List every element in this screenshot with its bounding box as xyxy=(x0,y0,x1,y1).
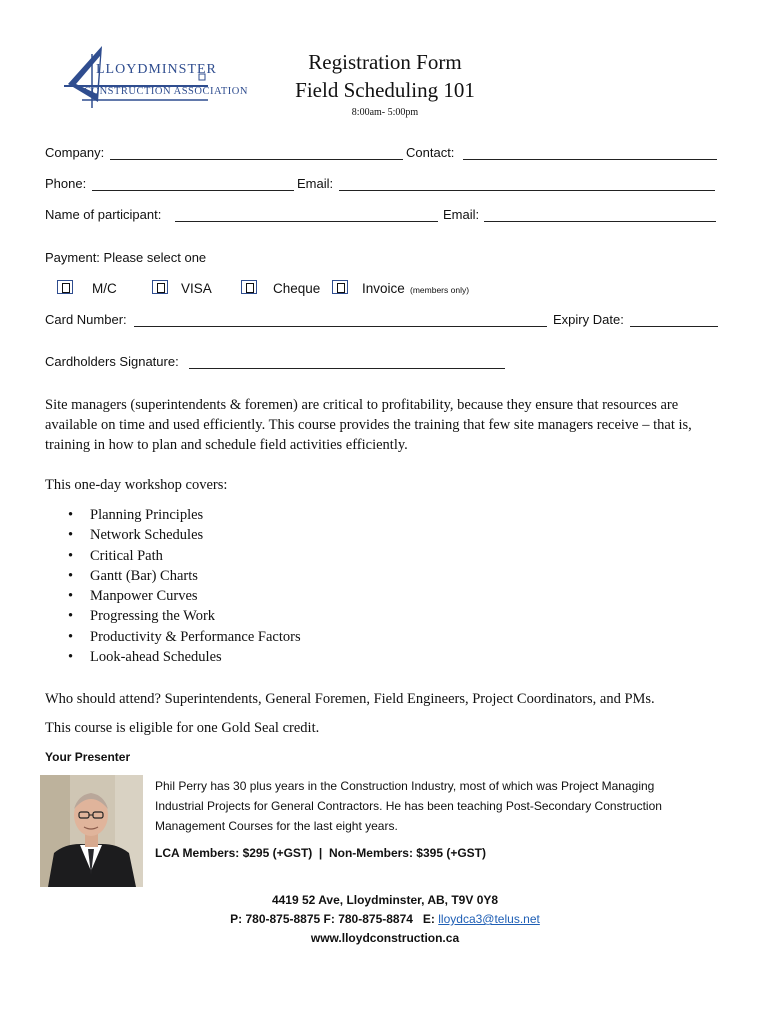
participant-field[interactable] xyxy=(175,221,438,222)
contact-field[interactable] xyxy=(463,159,717,160)
email-label: Email: xyxy=(297,176,334,191)
cheque-checkbox[interactable] xyxy=(241,280,257,294)
topic-item: • Gantt (Bar) Charts xyxy=(68,567,198,584)
lca-logo xyxy=(62,44,248,116)
form-title: Registration Form xyxy=(308,50,462,74)
phone-fax-line xyxy=(0,909,770,929)
course-title: Field Scheduling 101 xyxy=(295,78,475,102)
website-text[interactable]: www.lloydconstruction.ca xyxy=(310,931,460,945)
mc-label: M/C xyxy=(92,281,117,296)
signature-label: Cardholders Signature: xyxy=(45,354,179,369)
card-number-label: Card Number: xyxy=(45,312,127,327)
credit-text: This course is eligible for one Gold Seal credit. xyxy=(45,720,320,736)
company-field[interactable] xyxy=(110,159,403,160)
topic-item: • Look-ahead Schedules xyxy=(68,649,222,666)
email-field[interactable] xyxy=(339,190,715,191)
mc-checkbox[interactable] xyxy=(57,280,73,294)
topic-list xyxy=(45,505,445,667)
invoice-label: Invoice xyxy=(362,281,405,296)
participant-email-field[interactable] xyxy=(484,221,716,222)
topic-item: • Progressing the Work xyxy=(68,608,216,625)
address-text: 4419 52 Ave, Lloydminster, AB, T9V 0Y8 xyxy=(271,893,499,907)
topic-item: • Critical Path xyxy=(68,547,163,564)
expiry-field[interactable] xyxy=(630,326,718,327)
participant-label: Name of participant: xyxy=(45,207,162,222)
visa-checkbox[interactable] xyxy=(152,280,168,294)
presenter-photo xyxy=(40,775,143,887)
logo-mark-icon xyxy=(62,44,212,116)
logo-text-line1: LLOYDMINSTER xyxy=(96,62,217,77)
payment-label: Payment: Please select one xyxy=(45,250,207,265)
phone-label: Phone: xyxy=(45,176,87,191)
invoice-checkbox[interactable] xyxy=(332,280,348,294)
topic-item: • Manpower Curves xyxy=(68,588,198,605)
phone-fax-text: P: 780-875-8875 F: 780-875-8874 E: xyxy=(230,912,439,926)
course-hours: 8:00am- 5:00pm xyxy=(351,107,419,118)
company-label: Company: xyxy=(45,145,105,160)
card-number-field[interactable] xyxy=(134,326,547,327)
covers-heading: This one-day workshop covers: xyxy=(45,477,228,493)
logo-text-line2: CONSTRUCTION ASSOCIATION xyxy=(84,86,248,97)
phone-field[interactable] xyxy=(92,190,294,191)
email-link[interactable]: lloydca3@telus.net xyxy=(438,912,540,926)
invoice-note: (members only) xyxy=(410,285,470,295)
topic-item: • Productivity & Performance Factors xyxy=(68,628,301,645)
cheque-label: Cheque xyxy=(273,281,321,296)
presenter-bio: Phil Perry has 30 plus years in the Construction Industry, most of which was Project Managing Industrial Projects for General Contractors. He has been teaching Post-Secondary Construction Management Courses for the last eight years. xyxy=(155,779,662,833)
presenter-heading: Your Presenter xyxy=(45,750,131,764)
audience-text: Who should attend? Superintendents, General Foremen, Field Engineers, Project Coordinators, and PMs. xyxy=(45,691,655,707)
course-description: Site managers (superintendents & foremen) are critical to profitability, because they ensure that resources are available on time and used efficiently. This course provides the training that few site managers receive – that is, training in how to plan and schedule field activities efficiently. xyxy=(45,397,692,453)
topic-item: • Network Schedules xyxy=(68,527,204,544)
expiry-label: Expiry Date: xyxy=(553,312,624,327)
signature-field[interactable] xyxy=(189,368,505,369)
visa-label: VISA xyxy=(181,281,212,296)
pricing-text: LCA Members: $295 (+GST) | Non-Members: $395 (+GST) xyxy=(155,846,486,860)
contact-label: Contact: xyxy=(406,145,455,160)
topic-item: • Planning Principles xyxy=(68,507,204,523)
participant-email-label: Email: xyxy=(443,207,480,222)
